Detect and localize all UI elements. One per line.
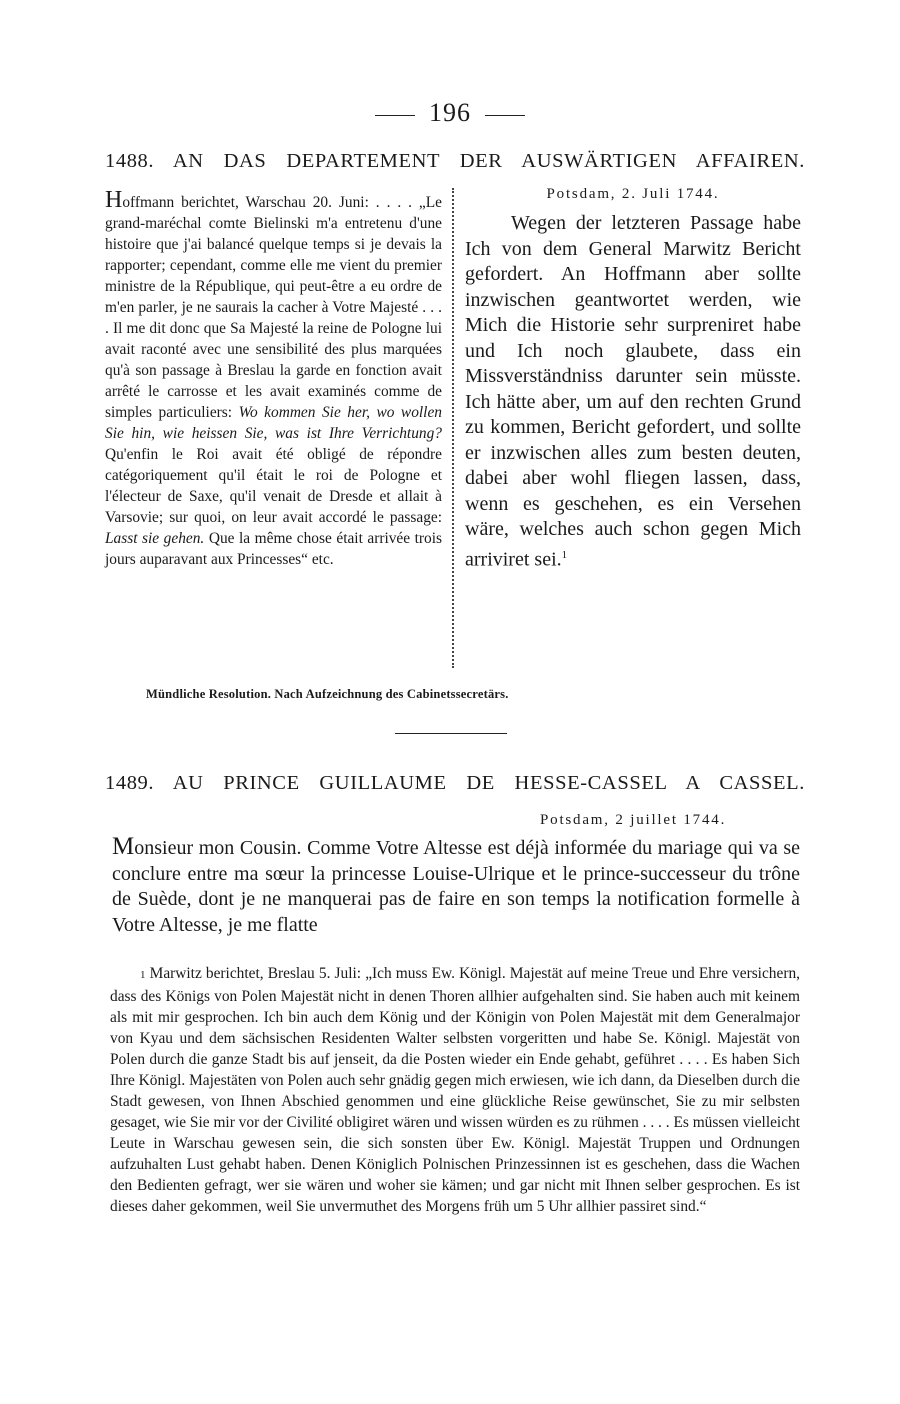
report-column [105,187,442,570]
footnote-number: 1 [140,969,146,981]
report-dropcap: H [105,187,123,213]
reply-text: Wegen der letzteren Passage habe Ich von dem General Marwitz Bericht gefordert. An Hoffmann aber sollte inzwischen geantwortet werden, wie Mich die Historie sehr surpreniret habe und Ich noch glaubete, dass ein Missverständniss darunter sein müsste. Ich hätte aber, um auf den rechten Grund zu kommen, Bericht gefordert, und sollte er inzwischen alles zum besten deuten, dabei aber wohl fliegen lassen, dass, wenn es geschehen, es ein Versehen wäre, welches auch schon gegen Mich arriviret sei. [465,212,801,571]
report-mid-text: Qu'enfin le Roi avait été obligé de répondre catégoriquement qu'il était le roi de Pologne et l'électeur de Saxe, qu'il venait de Dresde et allait à Varsovie; sur quoi, on leur avait accordé le passage: [105,446,442,526]
report-text: offmann berichtet, Warschau 20. Juni: . . . . „Le grand-maréchal comte Bielinski m'a entretenu d'une histoire que j'ai balancé quelque temps si je devais la rapporter; cependant, comme elle me vient du premier ministre de la République, qui peut-être a eu ordre de m'en parler, je ne saurais la cacher à Votre Majesté . . . . Il me dit donc que Sa Majesté la reine de Pologne lui avait raconté avec une sensibilité des plus marquées qu'à son passage à Breslau la garde en fonction avait arrêté le carrosse et les avait examinés comme de simples particuliers: [105,194,442,421]
report-end-text: Que la même chose était arrivée trois jours auparavant aux Princesses“ etc. [105,530,442,568]
letter-body [112,834,800,938]
letter-paragraph [112,834,800,938]
reply-paragraph [465,211,801,573]
report-paragraph [105,187,442,570]
section-rule [395,733,507,734]
page-number-dash-left [375,115,415,116]
entry-1489-dateline: Potsdam, 2 juillet 1744. [540,812,727,828]
footnote-text: Marwitz berichtet, Breslau 5. Juli: „Ich muss Ew. Königl. Majestät auf meine Treue und Ehre versichern, dass des Königs von Polen Majestät nicht in denen Thoren allhier aufgehalten sind. Sie haben auch mit keinem als mit mir gesprochen. Ich bin auch dem König und der Königin von Polen Majestät mit dem Generalmajor von Kyau und dem sächsischen Residenten Walter selbsten vorgeritten und habe Se. Königl. Majestät von Polen durch die ganze Stadt bis auf jenseit, da die Posten wieder ein Ende gehabt, geführet . . . . Es haben Sich Ihre Königl. Majestäten von Polen auch sehr gnädig gegen mich erwiesen, wie ich dann, da Dieselben durch die Stadt gewesen, von Ihnen Abschied genommen und eine glückliche Reise gewünschet, Sie zu mir selbsten gesaget, wie Sie mir vor der Civilité obligiret wären und wissen würden es zu rühmen . . . . Es müssen vielleicht Leute in Warschau gewesen sein, die sich sonsten über Ew. Königl. Majestät Truppen und Ordnungen aufzuhalten Lust gehabt haben. Denen Königlich Polnischen Prinzessinnen ist es geschehen, dass die Wachen den Bedienten gefragt, wer sie wären und woher sie kämen; und gar nicht mit Ihnen selber gesprochen. Es ist dieses daher gekommen, weil Sie unvermuthet des Morgens früh um 5 Uhr allhier passiret sind.“ [110,965,800,1215]
reply-column [465,186,801,573]
footnote-paragraph [110,963,800,1217]
column-divider [452,188,454,668]
footnote-mark: 1 [561,548,568,561]
report-italic-command: Lasst sie gehen. [105,530,205,547]
page-number [0,98,900,128]
letter-text: onsieur mon Cousin. Comme Votre Altesse est déjà informée du mariage qui va se conclure entre ma sœur la princesse Louise-Ulrique et le prince-successeur du trône de Suède, dont je ne manquerai pas de faire en son temps la notification formelle à Votre Altesse, je me flatte [112,837,800,936]
entry-1489-heading: 1489. AU PRINCE GUILLAUME DE HESSE-CASSEL A CASSEL. [105,772,805,794]
entry-1488-dateline: Potsdam, 2. Juli 1744. [546,186,720,202]
page-number-dash-right [485,115,525,116]
resolution-note: Mündliche Resolution. Nach Aufzeichnung des Cabinetssecretärs. [146,687,509,701]
footnote [110,963,800,1217]
letter-dropcap: M [112,833,135,860]
entry-1488-heading: 1488. AN DAS DEPARTEMENT DER AUSWÄRTIGEN AFFAIREN. [105,150,805,172]
page-number-text: 196 [429,98,471,127]
report-italic-question: Wo kommen Sie her, wo wollen Sie hin, wie heissen Sie, was ist Ihre Verrichtung? [105,404,442,442]
